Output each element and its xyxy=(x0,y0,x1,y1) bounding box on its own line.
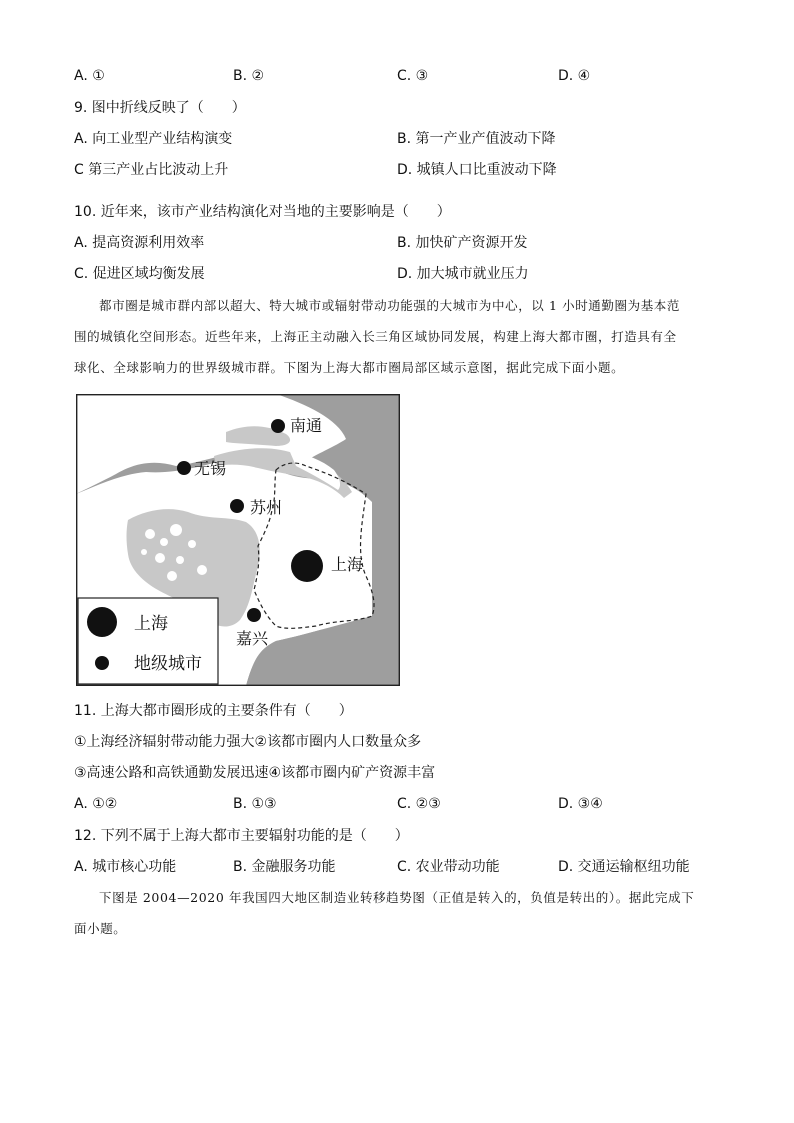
q10-option-a[interactable]: A. 提高资源利用效率 xyxy=(74,235,205,251)
wuxi-label: 无锡 xyxy=(194,459,227,478)
shanghai-metro-map xyxy=(76,394,400,686)
q12-option-c[interactable]: C. 农业带动功能 xyxy=(397,859,500,875)
q9-option-c[interactable]: C 第三产业占比波动上升 xyxy=(74,162,229,178)
passage-manufacturing xyxy=(74,882,720,944)
legend-prefecture-symbol xyxy=(95,656,109,670)
q11-option-b[interactable]: B. ①③ xyxy=(233,796,277,812)
map-legend xyxy=(78,598,218,684)
q11-option-a[interactable]: A. ①② xyxy=(74,796,118,812)
wuxi-marker xyxy=(177,461,191,475)
q8-option-a[interactable]: A. ① xyxy=(74,68,105,84)
legend-big-city-symbol xyxy=(87,607,117,637)
passage-line-3: 球化、全球影响力的世界级城市群。下图为上海大都市圈局部区域示意图，据此完成下面小题。 xyxy=(74,360,625,375)
shanghai-marker xyxy=(291,550,323,582)
q8-option-c[interactable]: C. ③ xyxy=(397,68,429,84)
q12-option-a[interactable]: A. 城市核心功能 xyxy=(74,859,177,875)
passage2-line-1: 下图是 2004—2020 年我国四大地区制造业转移趋势图（正值是转入的，负值是转出的）。据此完成下 xyxy=(99,890,695,905)
passage-metropolitan xyxy=(74,290,720,383)
q9-option-d[interactable]: D. 城镇人口比重波动下降 xyxy=(397,162,557,178)
nantong-label: 南通 xyxy=(290,416,323,435)
q9-stem: 9. 图中折线反映了（ ） xyxy=(74,100,246,116)
q10-stem: 10. 近年来，该市产业结构演化对当地的主要影响是（ ） xyxy=(74,204,451,220)
q11-conditions-1: ①上海经济辐射带动能力强大②该都市圈内人口数量众多 xyxy=(74,734,422,750)
legend-prefecture-label: 地级城市 xyxy=(134,654,202,674)
passage-line-2: 围的城镇化空间形态。近些年来，上海正主动融入长三角区域协同发展，构建上海大都市圈，打造具有全 xyxy=(74,329,677,344)
q11-option-d[interactable]: D. ③④ xyxy=(558,796,603,812)
q10-option-b[interactable]: B. 加快矿产资源开发 xyxy=(397,235,528,251)
q8-option-d[interactable]: D. ④ xyxy=(558,68,591,84)
q10-option-c[interactable]: C. 促进区域均衡发展 xyxy=(74,266,205,282)
legend-big-city-label: 上海 xyxy=(134,614,168,634)
jiaxing-label: 嘉兴 xyxy=(236,629,269,648)
q11-option-c[interactable]: C. ②③ xyxy=(397,796,441,812)
q9-option-b[interactable]: B. 第一产业产值波动下降 xyxy=(397,131,556,147)
passage2-line-2: 面小题。 xyxy=(74,921,127,936)
jiaxing-marker xyxy=(247,608,261,622)
passage-line-1: 都市圈是城市群内部以超大、特大城市或辐射带动功能强的大城市为中心，以 1 小时通勤圈为基本范 xyxy=(99,298,681,313)
nantong-marker xyxy=(271,419,285,433)
q12-option-b[interactable]: B. 金融服务功能 xyxy=(233,859,336,875)
q11-conditions-2: ③高速公路和高铁通勤发展迅速④该都市圈内矿产资源丰富 xyxy=(74,765,436,781)
q10-option-d[interactable]: D. 加大城市就业压力 xyxy=(397,266,529,282)
q8-option-b[interactable]: B. ② xyxy=(233,68,265,84)
q11-stem: 11. 上海大都市圈形成的主要条件有（ ） xyxy=(74,703,353,719)
q12-option-d[interactable]: D. 交通运输枢纽功能 xyxy=(558,859,690,875)
shanghai-label: 上海 xyxy=(331,555,364,574)
q12-stem: 12. 下列不属于上海大都市主要辐射功能的是（ ） xyxy=(74,828,409,844)
suzhou-marker xyxy=(230,499,244,513)
suzhou-label: 苏州 xyxy=(250,498,283,517)
q9-option-a[interactable]: A. 向工业型产业结构演变 xyxy=(74,131,233,147)
